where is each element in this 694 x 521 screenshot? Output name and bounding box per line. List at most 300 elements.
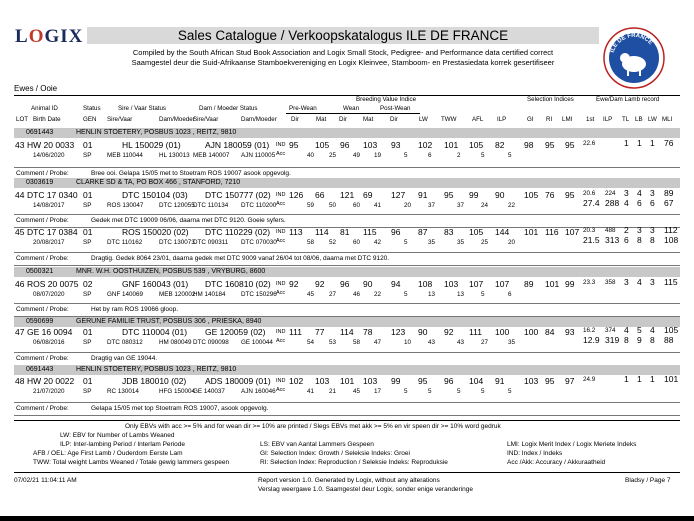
animal-afl: 99: [469, 190, 479, 200]
animal-pw_acc: 5: [404, 239, 408, 246]
animal-w_mat: 103: [363, 140, 378, 150]
ewe-record-1: 1: [637, 374, 642, 384]
ewe-record-1: 3: [650, 188, 655, 198]
animal-dam: DTC 150777 (02): [205, 190, 271, 200]
animal-w_dir_acc: 60: [353, 202, 361, 209]
animal-ilp_acc: 5: [508, 152, 512, 159]
comment-label: Comment / Probe:: [16, 405, 69, 412]
animal-dam_a: DTC 110134: [193, 202, 229, 209]
animal-pre_dir: 92: [289, 279, 299, 289]
animal-ilp: 107: [495, 279, 510, 289]
header-post-wean: Post-Wean: [380, 105, 411, 112]
animal-tww: 103: [444, 279, 459, 289]
animal-gen: SP: [83, 202, 92, 209]
header-gi: GI: [527, 116, 534, 123]
animal-sire_b: HFG 150004: [159, 388, 196, 395]
animal-lw: 95: [418, 376, 428, 386]
animal-lw_acc: 13: [428, 291, 436, 298]
footer-rule: [14, 472, 680, 473]
header-ewe-ilp: ILP: [603, 116, 613, 123]
ewe-record-1: 22.6: [583, 140, 596, 147]
animal-w_mat: 78: [363, 327, 373, 337]
footer-line2: Verslag weergawe 1.0. Saamgestel deur Logix, sonder enige veranderinge: [258, 486, 473, 493]
animal-w_dir: 121: [340, 190, 355, 200]
animal-gi: 103: [524, 376, 539, 386]
header-dir: Dir: [291, 116, 299, 123]
breeder-number: 0303619: [26, 179, 54, 186]
animal-ilp: 82: [495, 140, 505, 150]
ind-label: IND: [276, 192, 286, 198]
ind-label: IND: [276, 329, 286, 335]
animal-pw_acc: 5: [404, 388, 408, 395]
animal-lw: 91: [418, 190, 428, 200]
subtitle: Compiled by the South African Stud Book Association and Logix Small Stock, Pedigree- and Performance data certified correct Saamgestel deur die Suid-Afrikaanse Stamboekvereniging en Logix Kleinvee, Stamboom- en Prestasiedata korrek gesertifiseer: [131, 48, 555, 67]
header-dam-sub-c: Dam/Moeder: [241, 116, 277, 123]
animal-dam_b: GE 100044: [241, 339, 273, 346]
comment-row: [14, 352, 680, 366]
footer-page: Bladsy / Page 7: [625, 477, 671, 484]
animal-gen: SP: [83, 239, 92, 246]
ewe-record-1: 16.2: [583, 327, 596, 334]
animal-pre_dir: 113: [289, 227, 303, 237]
animal-sire: HL 150029 (01): [122, 140, 181, 150]
acc-label: Acc: [276, 338, 286, 344]
animal-pre_dir_acc: 58: [307, 239, 315, 246]
animal-sire_a: MEB 110044: [107, 152, 143, 159]
header-dam-sub-a: Dam/Moeder: [159, 116, 195, 123]
animal-id: ROS 20 0075: [27, 279, 79, 289]
animal-id: HW 20 0033: [27, 140, 75, 150]
animal-dam_b: AJN 160046: [241, 388, 276, 395]
ewe-record-1: 374: [605, 327, 616, 334]
comment-label: Comment / Probe:: [16, 255, 69, 262]
header-ewe-record: Ewe/Dam Lamb record: [596, 96, 660, 103]
header-dir: Dir: [339, 116, 347, 123]
ewe-record-1: 358: [605, 279, 616, 286]
animal-status: 01: [83, 376, 93, 386]
ewe-record-1: 1: [637, 138, 642, 148]
animal-lw: 108: [418, 279, 433, 289]
animal-gi: 89: [524, 279, 534, 289]
header-ilp: ILP: [497, 116, 507, 123]
header-ewe-tl: TL: [622, 116, 630, 123]
animal-sire_a: GNF 140069: [107, 291, 144, 298]
ewe-record-1: 20.6: [583, 190, 596, 197]
header-pre-wean: Pre-Wean: [289, 105, 317, 112]
animal-tww_acc: 13: [457, 291, 465, 298]
breeder-row: [14, 128, 680, 138]
animal-pw_acc: 5: [404, 152, 408, 159]
animal-lot: 48: [15, 376, 25, 386]
animal-dam_a: DTC 090311: [193, 239, 229, 246]
comment-text: Gedek met DTC 19009 06/06, daarna met DTC 9120. Goeie syfers.: [91, 217, 286, 224]
ile-de-france-seal-icon: [603, 27, 665, 89]
animal-ilp: 100: [495, 327, 510, 337]
ewe-record-1: 4: [637, 277, 642, 287]
animal-pre_dir_acc: 40: [307, 152, 315, 159]
animal-lmi: 95: [565, 190, 575, 200]
breeder-number: 0590699: [26, 318, 54, 325]
ewe-record-1: 3: [650, 277, 655, 287]
animal-w_mat_acc: 22: [374, 291, 382, 298]
animal-status: 01: [83, 327, 93, 337]
ewe-record-2: 313: [605, 235, 620, 245]
ewe-record-2: 8: [624, 335, 629, 345]
ewe-record-1: 20.3: [583, 227, 596, 234]
note: Acc /Akk: Accuracy / Akkuraatheid: [507, 459, 606, 466]
animal-pw: 99: [391, 376, 401, 386]
animal-lw_acc: 43: [428, 339, 436, 346]
animal-afl_acc: 5: [481, 388, 485, 395]
animal-gi: 98: [524, 140, 534, 150]
header-mat: Mat: [363, 116, 374, 123]
breeder-row: [14, 317, 680, 327]
animal-pre_mat: 114: [315, 227, 329, 237]
animal-tww: 101: [444, 140, 459, 150]
animal-dam: ADS 180009 (01): [205, 376, 271, 386]
note: IND: Index / Indeks: [507, 450, 563, 457]
acc-label: Acc: [276, 201, 286, 207]
comment-row: [14, 252, 680, 266]
note: LS: EBV van Aantal Lammers Gespeen: [260, 441, 374, 448]
animal-ri: 84: [545, 327, 555, 337]
ewe-record-2: 6: [637, 198, 642, 208]
animal-pre_dir: 95: [289, 140, 299, 150]
animal-sire: DTC 110004 (01): [122, 327, 188, 337]
animal-sire_b: HM 080049: [159, 339, 192, 346]
animal-pre_mat_acc: 25: [329, 152, 337, 159]
animal-dam: GE 120059 (02): [205, 327, 266, 337]
ewe-record-1: 3: [624, 277, 629, 287]
animal-lmi: 93: [565, 327, 575, 337]
animal-pw_acc: 20: [404, 202, 412, 209]
animal-dam: DTC 160810 (02): [205, 279, 271, 289]
animal-ri: 76: [545, 190, 555, 200]
comment-text: Gelapa 15/05 met top Stoetram ROS 19007, asook opgevolg.: [91, 405, 269, 412]
animal-pre_dir: 102: [289, 376, 304, 386]
animal-afl_acc: 5: [481, 152, 485, 159]
animal-status: 01: [83, 227, 93, 237]
header-ewe-lw: LW: [648, 116, 657, 123]
animal-id: DTC 17 0340: [27, 190, 78, 200]
breeder-name: CLARKE SD & TA, PO BOX 466 , STANFORD, 7210: [76, 179, 241, 186]
comment-row: [14, 214, 680, 228]
animal-pre_dir: 126: [289, 190, 304, 200]
animal-ilp_acc: 5: [508, 388, 512, 395]
breeder-number: 0691443: [26, 129, 54, 136]
animal-gi: 100: [524, 327, 539, 337]
animal-afl: 107: [469, 279, 484, 289]
animal-birth: 08/07/2020: [33, 291, 65, 298]
animal-lw_acc: 6: [428, 152, 432, 159]
header-ri: RI: [546, 116, 553, 123]
ewe-record-2: 88: [664, 335, 674, 345]
header-top-rule: [14, 95, 680, 96]
animal-pre_mat_acc: 52: [329, 239, 337, 246]
header-lw: LW: [419, 116, 428, 123]
animal-gi: 105: [524, 190, 539, 200]
header-ewe-mli: MLI: [662, 116, 673, 123]
ewe-record-2: 6: [650, 198, 655, 208]
animal-w_mat_acc: 17: [374, 388, 382, 395]
animal-dam_a: MEB 140007: [193, 152, 230, 159]
animal-sire: JDB 180010 (02): [122, 376, 187, 386]
breeder-name: HENLIN STOETERY, POSBUS 1023 , REITZ, 9810: [76, 129, 237, 136]
animal-tww: 96: [444, 376, 454, 386]
animal-tww_acc: 35: [457, 239, 465, 246]
breeder-name: HENLIN STOETERY, POSBUS 1023 , REITZ, 9810: [76, 366, 237, 373]
animal-gen: SP: [83, 388, 92, 395]
comment-label: Comment / Probe:: [16, 170, 69, 177]
acc-label: Acc: [276, 151, 286, 157]
acc-label: Acc: [276, 290, 286, 296]
animal-id: GE 16 0094: [27, 327, 73, 337]
notes-top: Only EBVs with acc >= 5% and for wean dir >= 10% are printed / Slegs EBVs met akk >= 5% en vir speen dir >= 10% word gedruk: [125, 423, 501, 430]
animal-pw_acc: 5: [404, 291, 408, 298]
animal-status: 02: [83, 279, 93, 289]
animal-afl: 104: [469, 376, 484, 386]
header-tww: TWW: [441, 116, 457, 123]
animal-ri: 95: [545, 376, 555, 386]
animal-w_dir: 81: [340, 227, 350, 237]
animal-pw: 123: [391, 327, 406, 337]
animal-pre_mat: 92: [315, 279, 325, 289]
animal-dam_b: AJN 110005: [241, 152, 276, 159]
ewe-record-1: 4: [650, 325, 655, 335]
animal-birth: 06/08/2016: [33, 339, 65, 346]
animal-lot: 43: [15, 140, 25, 150]
animal-w_dir_acc: 60: [353, 239, 361, 246]
animal-ilp_acc: 20: [508, 239, 516, 246]
animal-lmi: 95: [565, 140, 575, 150]
animal-sire: ROS 150020 (02): [122, 227, 189, 237]
header-lot: LOT: [16, 116, 29, 123]
animal-sire: DTC 150104 (03): [122, 190, 188, 200]
header-afl: AFL: [472, 116, 484, 123]
animal-afl_acc: 5: [481, 291, 485, 298]
ewe-record-1: 76: [664, 138, 674, 148]
comment-label: Comment / Probe:: [16, 306, 69, 313]
animal-birth: 20/08/2017: [33, 239, 65, 246]
header-dam: Dam / Moeder Status: [199, 105, 258, 112]
ind-label: IND: [276, 142, 286, 148]
animal-ilp: 90: [495, 190, 505, 200]
animal-w_mat: 103: [363, 376, 378, 386]
animal-lw: 87: [418, 227, 428, 237]
animal-tww_acc: 5: [457, 388, 461, 395]
animal-afl_acc: 24: [481, 202, 489, 209]
ewe-record-1: 4: [637, 188, 642, 198]
ewe-record-1: 3: [624, 188, 629, 198]
animal-gen: SP: [83, 339, 92, 346]
animal-pre_mat: 77: [315, 327, 325, 337]
animal-birth: 14/06/2020: [33, 152, 65, 159]
animal-ilp: 144: [495, 227, 510, 237]
animal-w_dir: 96: [340, 140, 350, 150]
animal-status: 01: [83, 140, 93, 150]
breeder-name: GERUNE FAMILIE TRUST, POSBUS 306 , PRIESKA, 8940: [76, 318, 262, 325]
animal-dam_a: GE 140037: [193, 388, 225, 395]
acc-label: Acc: [276, 387, 286, 393]
animal-pw_acc: 10: [404, 339, 412, 346]
header-selection: Selection Indices: [527, 96, 574, 103]
animal-sire_a: DTC 110162: [107, 239, 143, 246]
ewe-record-2: 12.9: [583, 335, 600, 345]
ewe-record-2: 21.5: [583, 235, 600, 245]
animal-dam_b: DTC 110200: [241, 202, 277, 209]
animal-sire: GNF 160043 (01): [122, 279, 189, 289]
animal-sire_a: RC 130014: [107, 388, 139, 395]
ewe-record-2: 108: [664, 235, 679, 245]
ewe-record-1: 224: [605, 190, 616, 197]
animal-dam_a: HM 140184: [193, 291, 226, 298]
animal-pw: 94: [391, 279, 401, 289]
comment-row: [14, 303, 680, 317]
comment-text: Dragtig. Gedek 8064 23/01, daarna gedek met DTC 9009 vanaf 26/04 tot 08/06, daarna met DTC 9120.: [91, 255, 390, 262]
animal-pre_dir_acc: 41: [307, 388, 315, 395]
logix-logo: LOGIX: [15, 26, 84, 47]
ewe-record-2: 27.4: [583, 198, 600, 208]
animal-ri: 101: [545, 279, 560, 289]
animal-sire_b: HL 130013: [159, 152, 190, 159]
animal-lw_acc: 37: [428, 202, 436, 209]
section-title: Ewes / Ooie: [14, 84, 58, 93]
animal-w_mat: 115: [363, 227, 377, 237]
animal-sire_b: MEB 120002: [159, 291, 196, 298]
header-animal-id: Animal ID: [31, 105, 58, 112]
footer-date: 07/02/21 11:04:11 AM: [14, 477, 77, 484]
animal-gen: SP: [83, 152, 92, 159]
breeder-number: 0500321: [26, 268, 54, 275]
note: AFB / OEL: Age First Lamb / Ouderdom Eerste Lam: [33, 450, 183, 457]
animal-pre_dir_acc: 59: [307, 202, 315, 209]
animal-sire_b: DTC 120055: [159, 202, 195, 209]
animal-w_dir: 114: [340, 327, 354, 337]
animal-pre_dir: 111: [289, 327, 302, 337]
animal-pre_mat: 103: [315, 376, 330, 386]
animal-ri: 116: [545, 227, 559, 237]
comment-label: Comment / Probe:: [16, 217, 69, 224]
animal-afl: 111: [469, 327, 482, 337]
svg-text:ILE DE FRANCE: ILE DE FRANCE: [609, 32, 654, 54]
ewe-record-2: 319: [605, 335, 620, 345]
page-title: Sales Catalogue / Verkoopskatalogus ILE DE FRANCE: [87, 27, 599, 44]
header-ewe-lb: LB: [635, 116, 643, 123]
animal-tww: 95: [444, 190, 454, 200]
ewe-record-1: 3: [637, 225, 642, 235]
footer-line1: Report version 1.0. Generated by Logix, without any alterations: [258, 477, 440, 484]
acc-label: Acc: [276, 238, 286, 244]
animal-afl_acc: 27: [481, 339, 489, 346]
comment-text: Bree ooi. Gelapa 15/05 met to Stoetram ROS 19007 asook opgevolg.: [91, 170, 291, 177]
ewe-record-1: 112: [664, 225, 678, 235]
animal-lw: 90: [418, 327, 428, 337]
header-mat: Mat: [316, 116, 327, 123]
animal-tww_acc: 43: [457, 339, 465, 346]
ewe-record-1: 105: [664, 325, 679, 335]
animal-pre_mat_acc: 21: [329, 388, 337, 395]
animal-id: DTC 17 0384: [27, 227, 78, 237]
animal-tww_acc: 2: [457, 152, 461, 159]
ewe-record-1: 3: [650, 225, 655, 235]
animal-lw: 102: [418, 140, 433, 150]
animal-gen: SP: [83, 291, 92, 298]
animal-pre_mat_acc: 27: [329, 291, 337, 298]
animal-tww: 83: [444, 227, 454, 237]
animal-ri: 95: [545, 140, 555, 150]
ewe-record-2: 8: [637, 235, 642, 245]
breeder-name: MNR. W.H. OOSTHUIZEN, POSBUS 539 , VRYBURG, 8600: [76, 268, 266, 275]
animal-pre_dir_acc: 45: [307, 291, 315, 298]
animal-ilp_acc: 22: [508, 202, 516, 209]
animal-pre_mat: 105: [315, 140, 330, 150]
animal-sire_b: DTC 130073: [159, 239, 195, 246]
animal-gi: 101: [524, 227, 539, 237]
animal-tww_acc: 37: [457, 202, 465, 209]
animal-w_dir_acc: 58: [353, 339, 361, 346]
ewe-record-1: 101: [664, 374, 679, 384]
animal-status: 01: [83, 190, 93, 200]
ewe-record-1: 24.9: [583, 376, 596, 383]
animal-w_dir_acc: 46: [353, 291, 361, 298]
breeder-row: [14, 178, 680, 188]
header-status: Status: [83, 105, 101, 112]
header-sire-sub: Sire/Vaar: [107, 116, 133, 123]
ewe-record-2: 8: [650, 335, 655, 345]
ewe-record-1: 5: [637, 325, 642, 335]
comment-label: Comment / Probe:: [16, 355, 69, 362]
animal-ilp_acc: 35: [508, 339, 516, 346]
animal-sire_a: DTC 080312: [107, 339, 143, 346]
header-sire: Sire / Vaar Status: [118, 105, 167, 112]
ewe-record-1: 2: [624, 225, 629, 235]
animal-sire_a: ROS 130047: [107, 202, 144, 209]
note: TWW: Total weight Lambs Weaned / Totale gewig lammers gespeen: [33, 459, 230, 466]
comment-row: [14, 402, 680, 416]
breeder-row: [14, 365, 680, 375]
ewe-record-2: 67: [664, 198, 674, 208]
breeder-number: 0691443: [26, 366, 54, 373]
animal-afl: 105: [469, 140, 484, 150]
ind-label: IND: [276, 378, 286, 384]
note: ILP: Inter-lambing Period / Interlam Periode: [60, 441, 186, 448]
animal-w_mat_acc: 41: [374, 202, 382, 209]
animal-tww: 92: [444, 327, 454, 337]
animal-birth: 21/07/2020: [33, 388, 65, 395]
ewe-record-1: 1: [650, 374, 655, 384]
animal-w_mat: 90: [363, 279, 373, 289]
header-dir: Dir: [390, 116, 398, 123]
animal-lot: 47: [15, 327, 25, 337]
header-dam-sub-b: Sire/Vaar: [193, 116, 219, 123]
header-ewe-1st: 1st: [586, 116, 595, 123]
animal-birth: 14/08/2017: [33, 202, 65, 209]
header-sub-rule: [286, 113, 420, 114]
ewe-record-2: 288: [605, 198, 620, 208]
animal-w_mat: 69: [363, 190, 373, 200]
header-gen: GEN: [83, 116, 97, 123]
note: RI: Selection Index: Reproduction / Seleksie Indeks: Reproduksie: [260, 459, 448, 466]
animal-ilp: 91: [495, 376, 505, 386]
animal-pre_mat_acc: 50: [329, 202, 337, 209]
comment-text: Dragtig van GE 19044.: [91, 355, 158, 362]
animal-ilp_acc: 6: [508, 291, 512, 298]
breeder-row: [14, 267, 680, 277]
animal-afl_acc: 25: [481, 239, 489, 246]
ewe-record-2: 9: [637, 335, 642, 345]
animal-w_dir: 96: [340, 279, 350, 289]
note: LW: EBV for Number of Lambs Weaned: [60, 432, 175, 439]
